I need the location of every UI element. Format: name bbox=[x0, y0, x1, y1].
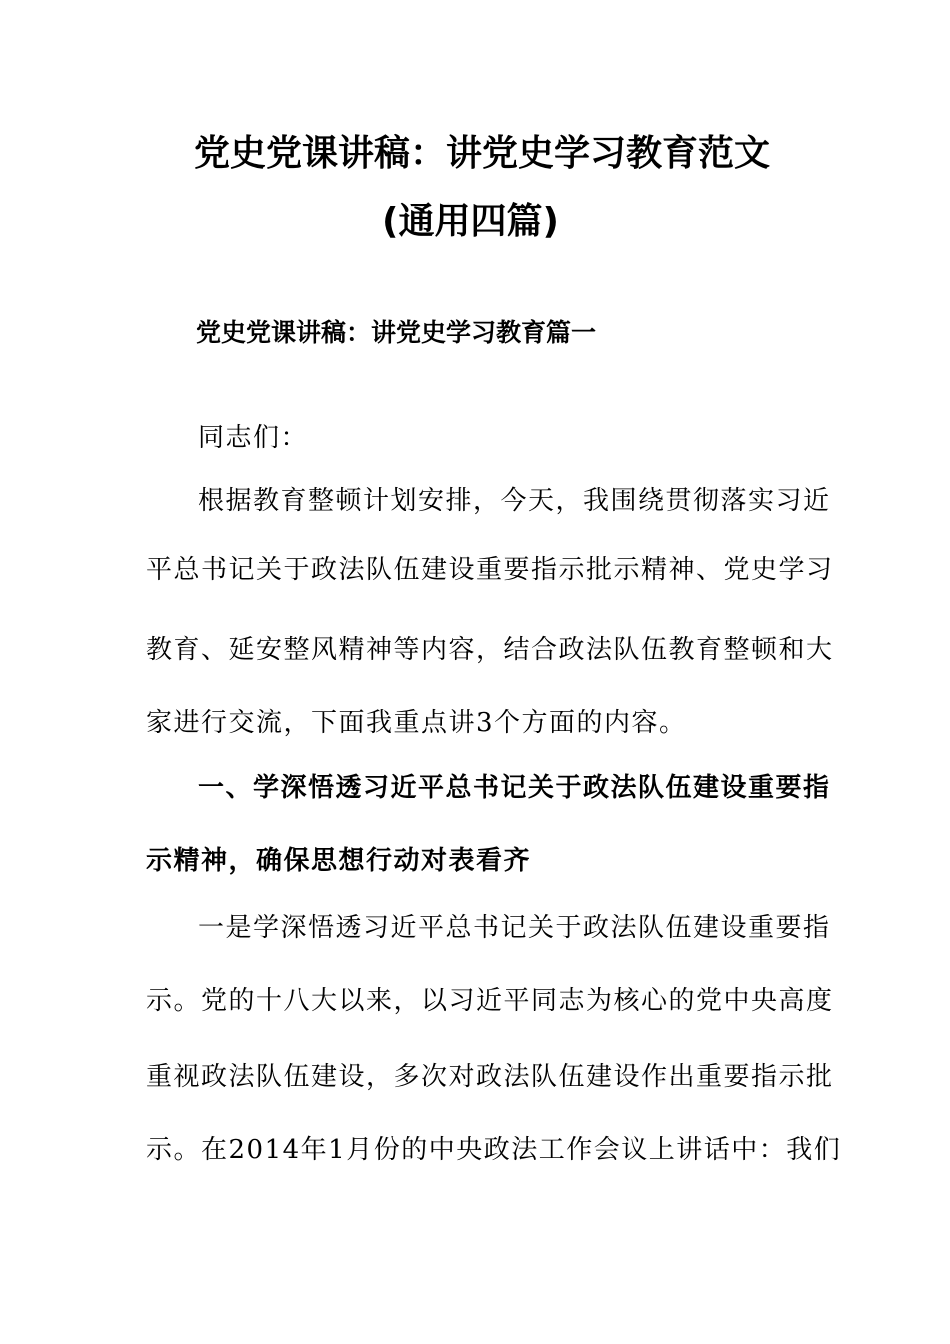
document-title-line-2: (通用四篇) bbox=[382, 201, 559, 242]
heading-1-line-2: 示精神，确保思想行动对表看齐 bbox=[146, 846, 532, 876]
heading-1-line-1: 一、学深悟透习近平总书记关于政法队伍建设重要指 bbox=[198, 773, 831, 803]
paragraph-2-line-2: 示。党的十八大以来，以习近平同志为核心的党中央高度 bbox=[146, 986, 834, 1016]
paragraph-1-line-1: 根据教育整顿计划安排，今天，我围绕贯彻落实习近 bbox=[198, 486, 831, 516]
section-heading: 党史党课讲稿：讲党史学习教育篇一 bbox=[196, 318, 597, 347]
paragraph-2-line-3: 重视政法队伍建设，多次对政法队伍建设作出重要指示批 bbox=[146, 1062, 834, 1092]
paragraph-2-line-1: 一是学深悟透习近平总书记关于政法队伍建设重要指 bbox=[198, 913, 831, 943]
paragraph-1-line-4: 家进行交流，下面我重点讲3个方面的内容。 bbox=[146, 708, 687, 738]
salutation: 同志们： bbox=[198, 423, 309, 453]
document-title-line-1: 党史党课讲稿：讲党史学习教育范文 bbox=[194, 133, 771, 174]
paragraph-2-line-4: 示。在2014年1月份的中央政法工作会议上讲话中：我们 bbox=[146, 1135, 842, 1165]
paragraph-1-line-2: 平总书记关于政法队伍建设重要指示批示精神、党史学习 bbox=[146, 555, 834, 585]
paragraph-1-line-3: 教育、延安整风精神等内容，结合政法队伍教育整顿和大 bbox=[146, 635, 834, 665]
